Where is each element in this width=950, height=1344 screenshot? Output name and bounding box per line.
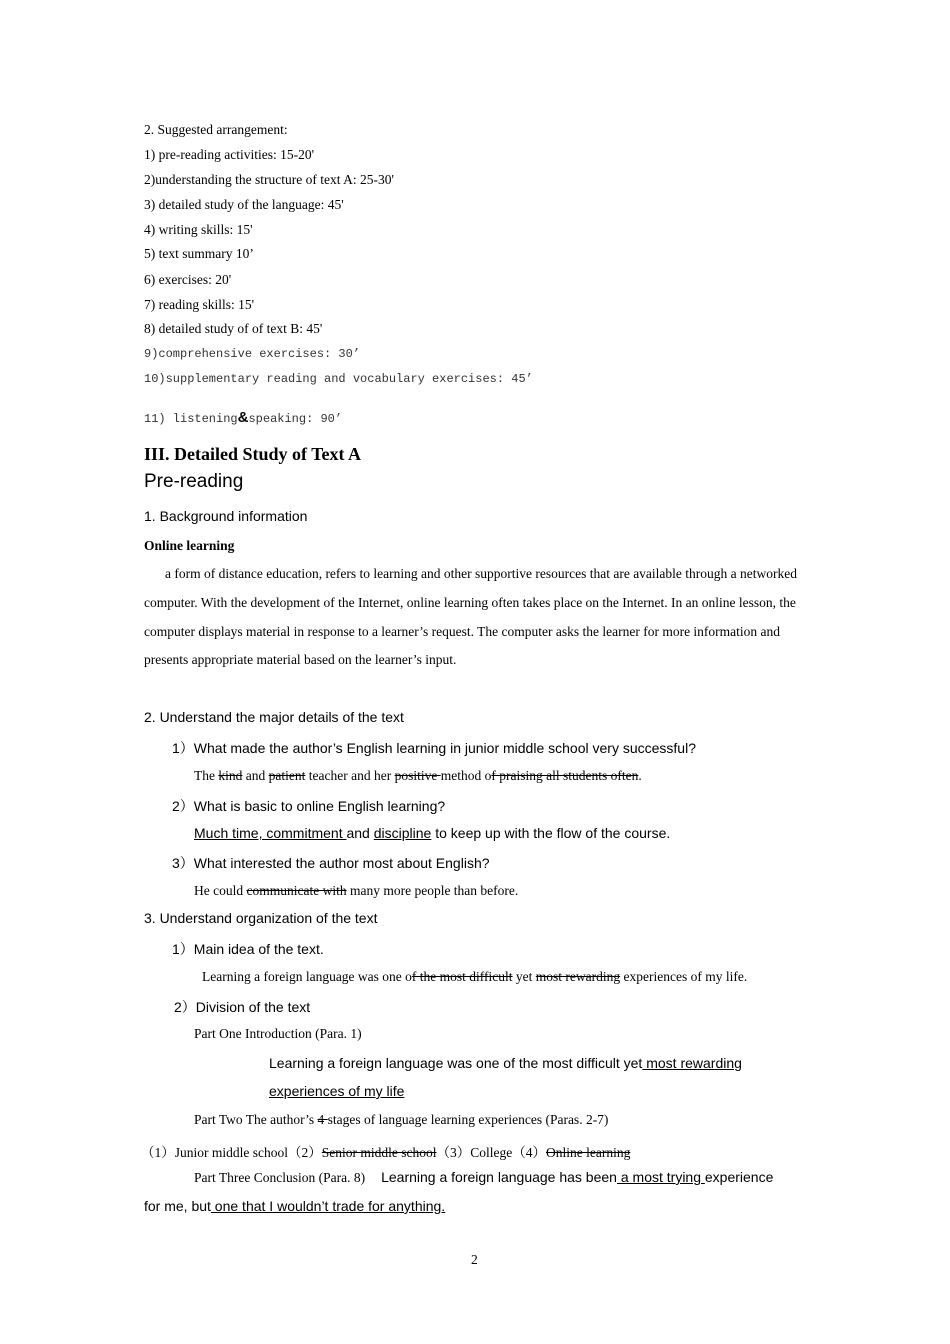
background-term: Online learning: [144, 538, 235, 553]
arrangement-item: 2)understanding the structure of text A: 25-30': [144, 172, 394, 187]
arrangement-item: 11) listening&speaking: 90’: [144, 409, 343, 426]
main-idea-sentence: Learning a foreign language was one of the most difficult yet most rewarding experiences of my life.: [202, 969, 748, 984]
question-2: 2）What is basic to online English learning?: [172, 798, 446, 814]
part-two: Part Two The author’s 4 stages of language learning experiences (Paras. 2-7): [194, 1112, 609, 1127]
section-subtitle: Pre-reading: [144, 471, 244, 492]
organization-heading: 3. Understand organization of the text: [144, 910, 378, 926]
part-one-text: Learning a foreign language was one of the most difficult yet most rewarding: [269, 1055, 742, 1071]
details-heading: 2. Understand the major details of the text: [144, 709, 404, 725]
background-heading: 1. Background information: [144, 508, 308, 524]
arrangement-item: 4) writing skills: 15': [144, 222, 253, 237]
arrangement-item: 3) detailed study of the language: 45': [144, 197, 344, 212]
arrangement-item: 5) text summary 10’: [144, 246, 254, 261]
arrangement-item: 10)supplementary reading and vocabulary exercises: 45’: [144, 372, 533, 386]
page-number: 2: [471, 1252, 478, 1267]
part-three: Part Three Conclusion (Para. 8) Learning a foreign language has been a most trying experience: [194, 1169, 774, 1185]
arrangement-item: 1) pre-reading activities: 15-20': [144, 147, 314, 162]
division-label: 2）Division of the text: [174, 999, 311, 1015]
part-one: Part One Introduction (Para. 1): [194, 1026, 362, 1041]
arrangement-heading: 2. Suggested arrangement:: [144, 122, 288, 137]
answer-2: Much time, commitment and discipline to keep up with the flow of the course.: [194, 825, 671, 841]
section-title: III. Detailed Study of Text A: [144, 444, 362, 464]
arrangement-item: 7) reading skills: 15': [144, 297, 255, 312]
background-paragraph: a form of distance education, refers to learning and other supportive resources that are available through a networked computer. With the development of the Internet, online learning often takes place on the Internet. In an online lesson, the computer displays material in response to a learner’s request. The computer asks the learner for more information and presents appropriate material based on the learner’s input.: [144, 566, 798, 668]
answer-1: The kind and patient teacher and her positive method of praising all students often.: [194, 768, 642, 783]
question-3: 3）What interested the author most about English?: [172, 855, 490, 871]
question-1: 1）What made the author’s English learning in junior middle school very successful?: [172, 740, 696, 756]
learning-stages: （1）Junior middle school（2）Senior middle school（3）College（4）Online learning: [141, 1145, 631, 1160]
part-three-continued: for me, but one that I wouldn’t trade for anything.: [144, 1198, 446, 1214]
arrangement-item: 9)comprehensive exercises: 30’: [144, 347, 361, 361]
answer-3: He could communicate with many more people than before.: [194, 883, 519, 898]
part-one-text-continued: experiences of my life: [269, 1083, 405, 1099]
arrangement-item: 6) exercises: 20': [144, 272, 232, 287]
main-idea-label: 1）Main idea of the text.: [172, 941, 324, 957]
arrangement-item: 8) detailed study of of text B: 45': [144, 321, 323, 336]
